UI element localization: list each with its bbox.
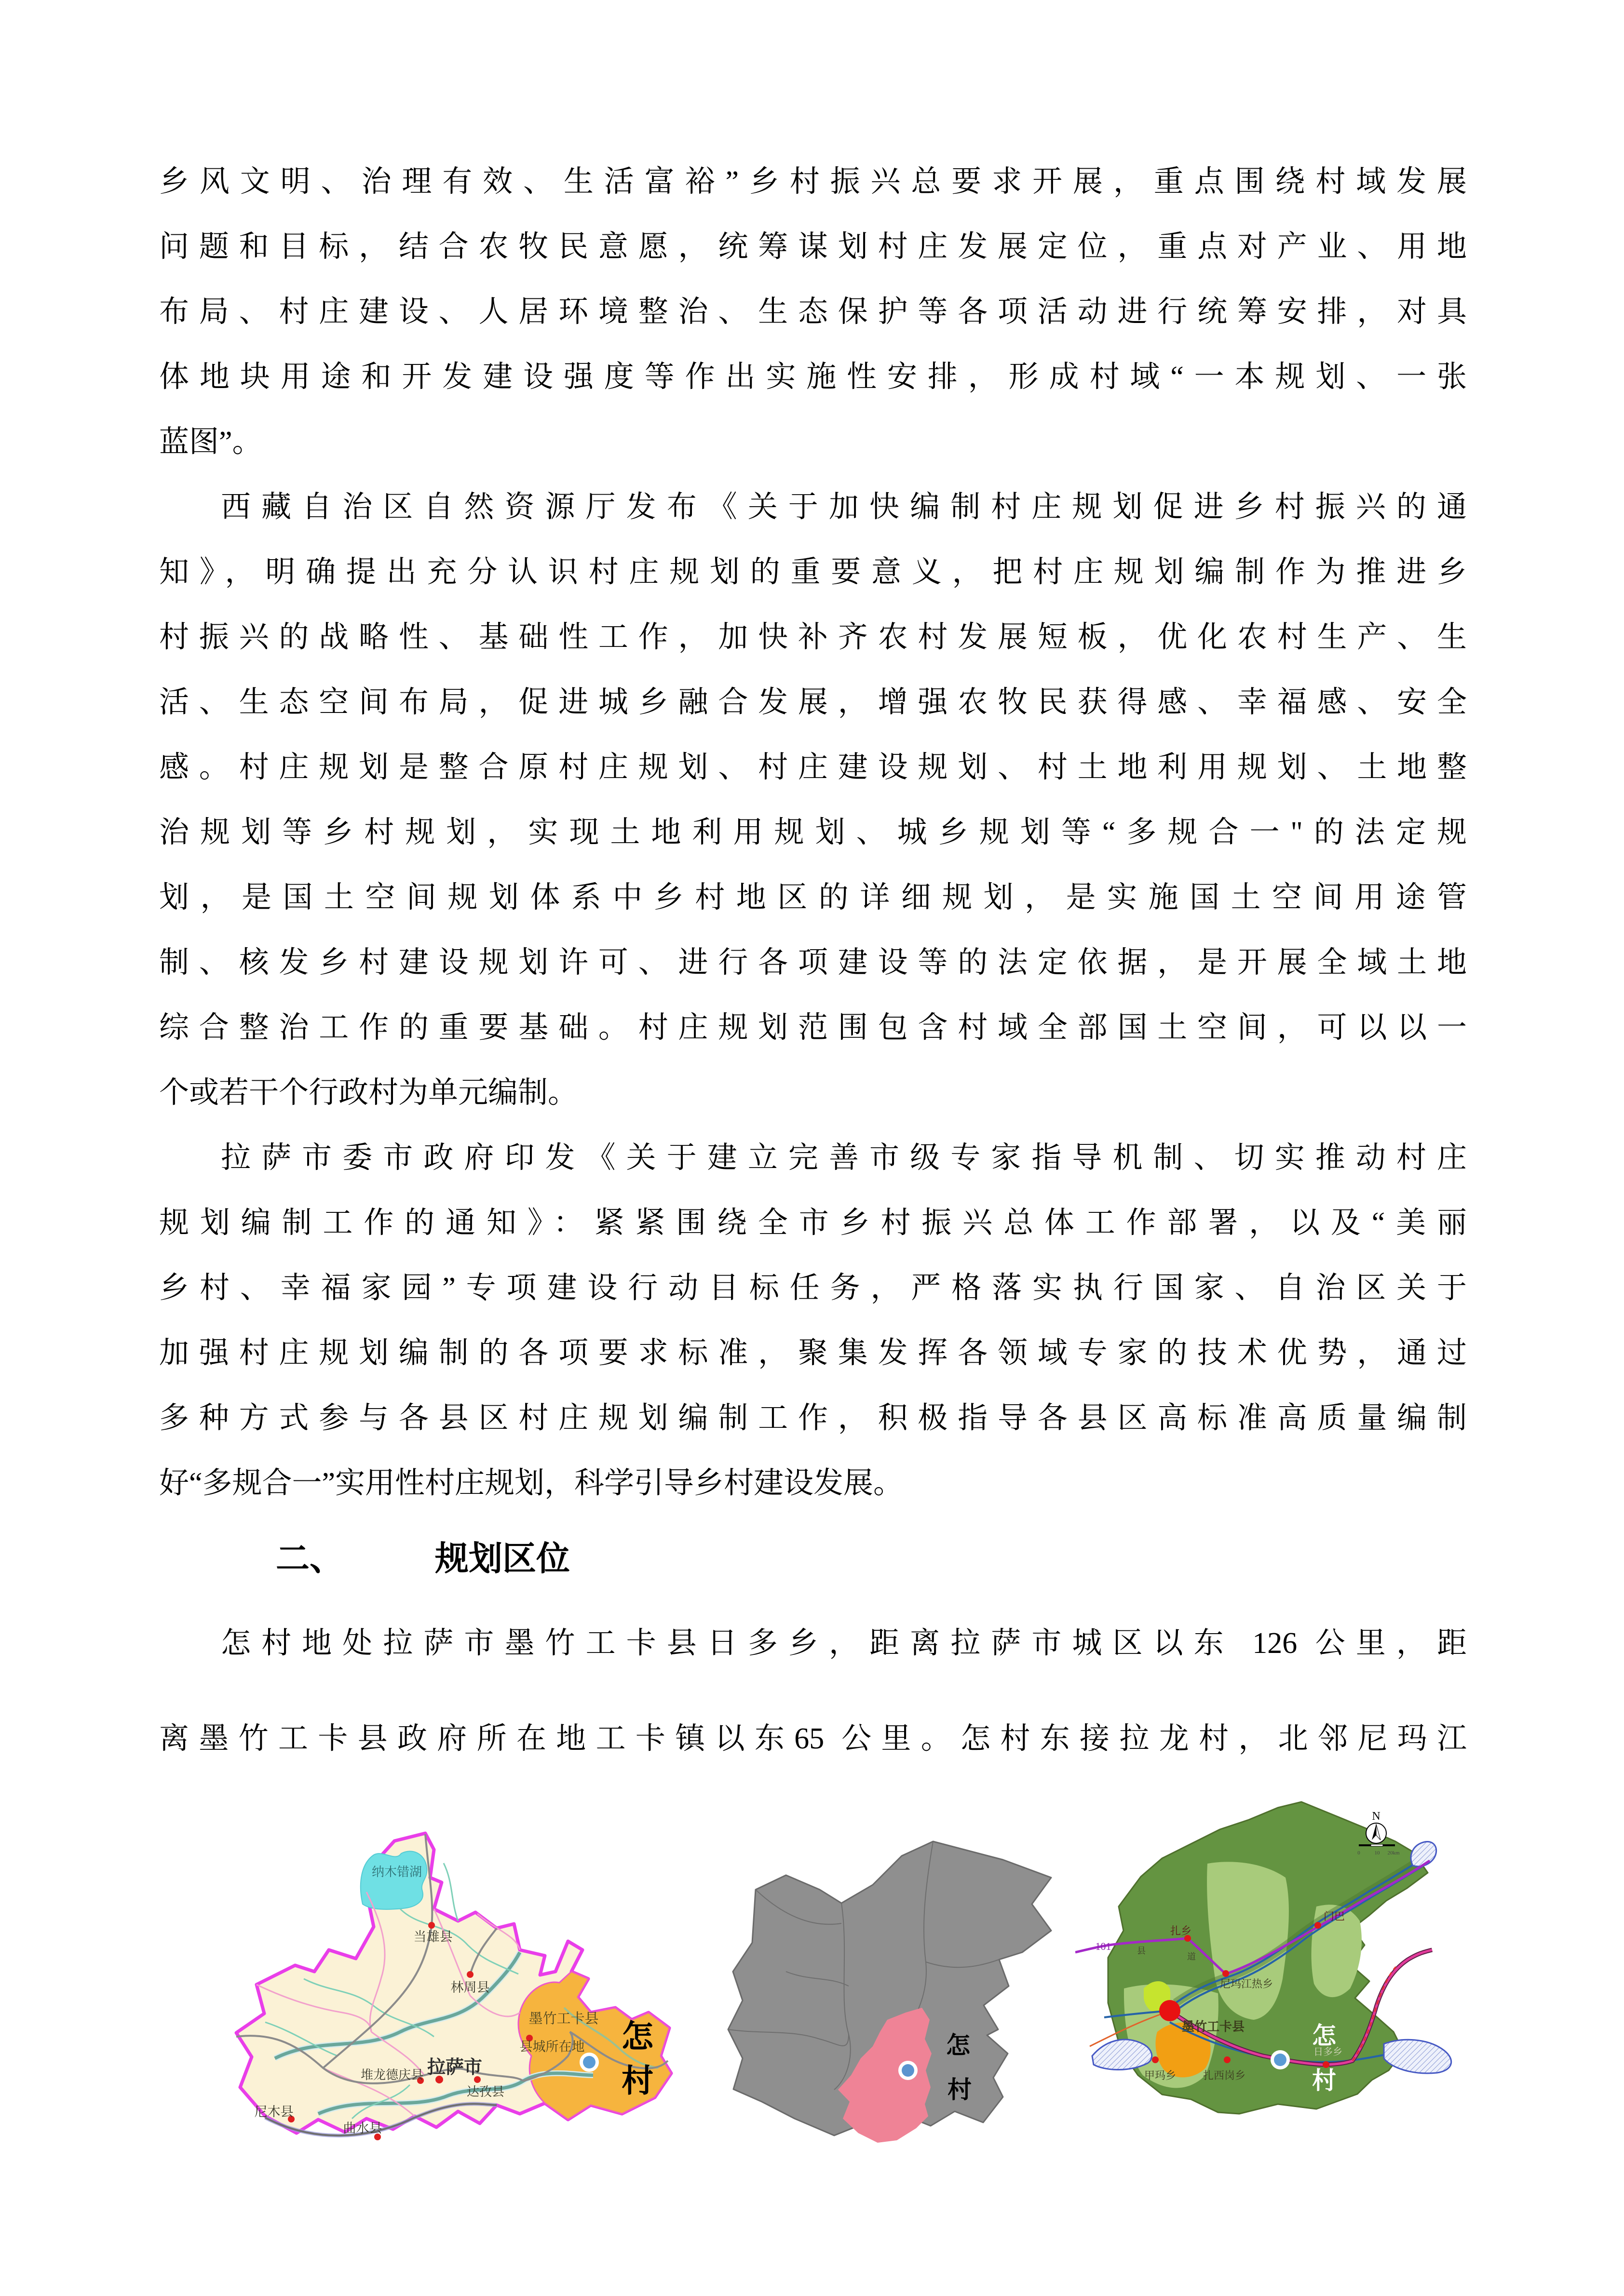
- text-line: 乡村、幸福家园”专项建设行动目标任务，严格落实执行国家、自治区关于: [159, 1272, 1467, 1304]
- paragraph: [159, 1126, 1467, 1516]
- text-line: 问题和目标，结合农牧民意愿，统筹谋划村庄发展定位，重点对产业、用地: [159, 230, 1467, 263]
- scale-mid: 10: [1374, 1850, 1380, 1856]
- text-line: 治规划等乡村规划，实现土地利用规划、城乡规划等“多规合一"的法定规: [159, 816, 1467, 849]
- road-char2: 道: [1187, 1952, 1196, 1961]
- section-number: 二、: [276, 1540, 343, 1577]
- village-marker-dot: [902, 2064, 914, 2077]
- body-text: [159, 149, 1467, 1786]
- text-line: 怎村地处拉萨市墨竹工卡县日多乡，距离拉萨市城区以东 126 公里，距: [221, 1627, 1467, 1660]
- county-township-gray-map: [714, 1827, 1080, 2160]
- text-line: 知》，明确提出充分认识村庄规划的重要意义，把村庄规划编制作为推进乡: [159, 556, 1467, 589]
- compass-n: N: [1372, 1810, 1380, 1823]
- doilungdeqen-label: 堆龙德庆县: [360, 2068, 424, 2082]
- text-line: 体地块用途和开发建设强度等作出实施性安排，形成村域“一本规划、一张: [159, 361, 1467, 393]
- county-seat-label: 县城所在地: [519, 2040, 585, 2054]
- village-marker-dot: [583, 2056, 595, 2068]
- qushui-label: 曲水县: [343, 2121, 382, 2135]
- paragraph: [159, 1596, 1467, 1786]
- zhaxigang-label: 扎西岗乡: [1203, 2069, 1246, 2081]
- village-marker-dot: [1274, 2054, 1286, 2066]
- compass: [1366, 1810, 1386, 1843]
- scale-start: 0: [1357, 1850, 1360, 1856]
- village-label-char2: 村: [1312, 2067, 1336, 2094]
- nyemo-label: 尼木县: [254, 2105, 294, 2119]
- nimajiangre-label: 尼玛江热乡: [1219, 1978, 1273, 1990]
- text-line: 西藏自治区自然资源厅发布《关于加快编制村庄规划促进乡村振兴的通: [221, 491, 1467, 524]
- text-line: 制、核发乡村建设规划许可、进行各项建设等的法定依据，是开展全域土地: [159, 946, 1467, 979]
- village-label-char2: 村: [947, 2076, 972, 2103]
- damxung-label: 当雄县: [413, 1930, 453, 1944]
- lake-label: 纳木错湖: [371, 1865, 422, 1879]
- village-label-char2: 村: [622, 2063, 653, 2098]
- zhaxiang-label: 扎乡: [1170, 1925, 1192, 1937]
- village-label-char1: 怎: [1312, 2022, 1336, 2049]
- text-line: 布局、村庄建设、人居环境整治、生态保护等各项活动进行统筹安排，对具: [159, 295, 1467, 328]
- text-line: 拉萨市委市政府印发《关于建立完善市级专家指导机制、切实推动村庄: [221, 1141, 1467, 1174]
- menba-label: 门巴: [1323, 1910, 1345, 1922]
- text-line: 个或若干个行政村为单元编制。: [159, 1076, 578, 1109]
- village-label-char1: 怎: [622, 2018, 653, 2054]
- section-heading: [159, 1516, 1467, 1596]
- jiama-label: 甲玛乡: [1144, 2069, 1177, 2081]
- text-line: 乡风文明、治理有效、生活富裕”乡村振兴总要求开展，重点围绕村域发展: [159, 165, 1467, 198]
- road-101-label: 101: [1095, 1940, 1111, 1952]
- section-title: 规划区位: [435, 1540, 570, 1577]
- riduo-label: 日多乡: [1313, 2047, 1342, 2057]
- text-line: 好“多规合一”实用性村庄规划，科学引导乡村建设发展。: [159, 1467, 904, 1500]
- text-line: 规划编制工作的通知》：紧紧围绕全市乡村振兴总体工作部署，以及“美丽: [159, 1207, 1467, 1239]
- maizhokunggar-label: 墨竹工卡县: [528, 2011, 599, 2027]
- paragraph: [159, 149, 1467, 475]
- text-line: 蓝图”。: [159, 426, 262, 458]
- text-line: 感。村庄规划是整合原村庄规划、村庄建设规划、村土地利用规划、土地整: [159, 751, 1467, 784]
- text-line: 划，是国土空间规划体系中乡村地区的详细规划，是实施国土空间用途管: [159, 881, 1467, 914]
- lhunzhub-label: 林周县: [450, 1980, 490, 1995]
- text-line: 加强村庄规划编制的各项要求标准，聚集发挥各领域专家的技术优势，通过: [159, 1337, 1467, 1370]
- text-line: 多种方式参与各县区村庄规划编制工作，积极指导各县区高标准高质量编制: [159, 1402, 1467, 1435]
- dagze-label: 达孜县: [466, 2085, 505, 2099]
- village-label-char1: 怎: [946, 2032, 970, 2059]
- text-line: 离墨竹工卡县政府所在地工卡镇以东65 公里。怎村东接拉龙村，北邻尼玛江: [159, 1722, 1467, 1755]
- lhasa-prefecture-map: [207, 1805, 694, 2164]
- county-seat-label: 墨竹工卡县: [1181, 2020, 1245, 2034]
- lhasa-city-label: 拉萨市: [427, 2057, 483, 2078]
- scale-end: 20km: [1387, 1850, 1400, 1856]
- county-seat-dot: [1159, 2000, 1180, 2021]
- text-line: 村振兴的战略性、基础性工作，加快补齐农村发展短板，优化农村生产、生: [159, 621, 1467, 654]
- text-line: 活、生态空间布局，促进城乡融合发展，增强农牧民获得感、幸福感、安全: [159, 686, 1467, 719]
- county-township-green-map: [1075, 1762, 1485, 2169]
- text-line: 综合整治工作的重要基础。村庄规划范围包含村域全部国土空间，可以以一: [159, 1011, 1467, 1044]
- road-char1: 县: [1137, 1946, 1146, 1956]
- paragraph: [159, 475, 1467, 1126]
